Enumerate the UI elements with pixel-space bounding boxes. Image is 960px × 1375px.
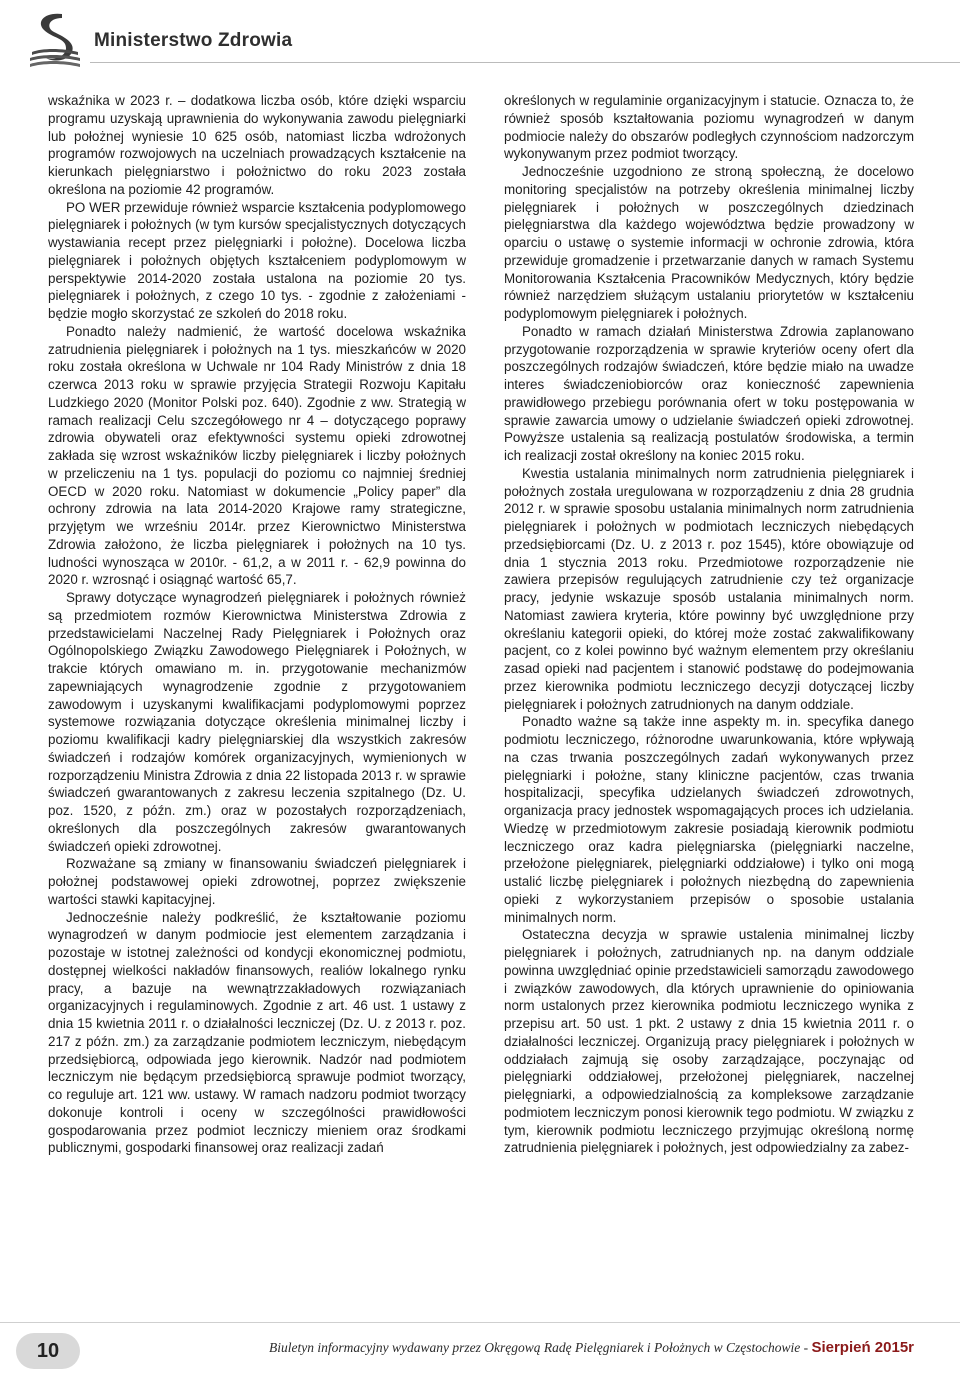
footer-divider (0, 1322, 960, 1323)
paragraph: Rozważane są zmiany w finansowaniu świadczeń pielęgniarek i położnej podstawowej opieki zdrowotnej, poprzez zwiększenie wartości stawki kapitacyjnej. (48, 856, 466, 907)
paragraph: określonych w regulaminie organizacyjnym i statucie. Oznacza to, że również sposób kształtowania poziomu wynagrodzeń w danym podmiocie należy do obszarów podległych czynnościom nadzorczym wykonywanym przez podmiot tworzący. (504, 93, 914, 162)
page-header (0, 0, 960, 80)
paragraph: Ponadto w ramach działań Ministerstwa Zdrowia zaplanowano przygotowanie rozporządzenia w sprawie kryteriów oceny ofert dla poszczególnych rodzajów świadczeń, które będzie miało na uwadze interes świadczeniobiorców oraz konieczność zapewnienia prawidłowego przebiegu porównania ofert w toku postępowania w sprawie zawarcia umowy o udzielanie świadczeń opieki zdrowotnej. Powyższe ustalenia są realizacją postulatów środowiska, a termin ich realizacji został określony na koniec 2015 roku. (504, 323, 914, 463)
header-divider (90, 62, 960, 63)
left-text-column (48, 92, 466, 1157)
footer-bulletin-text (269, 1339, 914, 1356)
page-number: 10 (36, 1339, 60, 1362)
organization-name: Ministerstwo Zdrowia (94, 30, 293, 51)
paragraph: Jednocześnie uzgodniono ze stroną społeczną, że docelowo monitoring specjalistów na potrzeby określenia minimalnej liczby pielęgniarek i położnych w poszczególnych dziedzinach pielęgniarstwa dla każdego województwa będzie prowadzony w oparciu o ustawę o systemie informacji w ochronie zdrowia, która przewiduje gromadzenie i przetwarzanie danych w ramach Systemu Monitorowania Kształcenia Pracowników Medycznych, który będzie również narzędziem służącym ustalaniu priorytetów w kształceniu podyplomowym pielęgniarek i położnych. (504, 164, 914, 321)
paragraph: PO WER przewiduje również wsparcie kształcenia podyplomowego pielęgniarek i położnych (w tym kursów specjalistycznych dotyczących wystawiania recept przez pielęgniarki i położne). Docelowa liczba pielęgniarek i położnych objętych kształceniem podyplomowym w perspektywie 2014-2020 została ustalona na poziomie 20 tys. pielęgniarek i położnych, z czego 10 tys. - zgodnie z założeniami - będzie mogło skorzystać ze szkoleń do 2018 roku. (48, 199, 466, 321)
issue-date: Sierpień 2015r (811, 1339, 914, 1356)
page-number-badge (16, 1333, 80, 1369)
paragraph: Ponadto ważne są także inne aspekty m. in. specyfika danego podmiotu leczniczego, różnorodne uwarunkowania, które wpływają na czas trwania poszczególnych zadań wykonywanych przez pielęgniarki i położne, stany kliniczne pacjentów, czas trwania hospitalizacji, specyfika udzielanych świadczeń zdrowotnych, organizacja pracy jednostek wspomagających proces ich udzielania. Wiedzę w przedmiotowym zakresie posiadają kierownik podmiotu leczniczego oraz kadra pielęgniarska (pielęgniarki naczelne, przełożone pielęgniarek, pielęgniarki oddziałowe) i tylko oni mogą ustalić liczbę pielęgniarek i położnych niezbędną do zapewnienia opieki z wykorzystaniem przepisów o sposobie ustalania minimalnych norm. (504, 714, 914, 925)
paragraph: Kwestia ustalania minimalnych norm zatrudnienia pielęgniarek i położnych została uregulowana w rozporządzeniu z dnia 28 grudnia 2012 r. w sprawie sposobu ustalania minimalnych norm zatrudnienia pielęgniarek i położnych w podmiotach leczniczych niebędących przedsiębiorcami (Dz. U. z 2013 r. poz 1545), które obowiązuje od dnia 1 stycznia 2013 roku. Przedmiotowe rozporządzenie nie zawiera przepisów regulujących zatrudnienie czy też organizacje pracy, jedynie wskazuje sposób ustalania minimalnych norm. Natomiast zawiera kryteria, które powinny być uwzględnione przy określaniu kategorii opieki, do której może zostać zakwalifikowany pacjent, co z kolei powinno być ważnym elementem przy określaniu zasad opieki nad pacjentem i stanowić podstawę do podejmowania przez kierownika podmiotu leczniczego decyzji dotyczącej liczby pielęgniarek i położnych zatrudnionych na danym oddziale. (504, 465, 914, 712)
paragraph: Jednocześnie należy podkreślić, że kształtowanie poziomu wynagrodzeń w danym podmiocie jest elementem zarządzania i pozostaje w istotnej zależności od kondycji ekonomicznej podmiotu, dostępnej wielkości nakładów finansowych, realiów lokalnego rynku pracy, a bazuje na wewnątrzzakładowych rozwiązaniach organizacyjnych i regulaminowych. Zgodnie z art. 46 ust. 1 ustawy z dnia 15 kwietnia 2011 r. o działalności leczniczej (Dz. U. z 2013 r. poz. 217 z późn. zm.) za zarządzanie podmiotem leczniczym, niebędącym przedsiębiorcą, odpowiada jego kierownik. Nadzór nad podmiotem leczniczym nie będącym przedsiębiorcą sprawuje podmiot tworzący, co reguluje art. 121 ww. ustawy. W ramach nadzoru podmiot tworzący dokonuje kontroli i oceny w szczególności prawidłowości gospodarowania przez podmiot leczniczy mieniem oraz środkami publicznymi, gospodarki finansowej oraz realizacji zadań (48, 909, 466, 1156)
paragraph: Sprawy dotyczące wynagrodzeń pielęgniarek i położnych również są przedmiotem rozmów Kierownictwa Ministerstwa Zdrowia z przedstawicielami Naczelnej Rady Pielęgniarek i Położnych oraz Ogólnopolskiego Związku Zawodowego Pielęgniarek i Położnych, w trakcie których omawiano m. in. przygotowanie mechanizmów zapewniających wynagrodzenie zgodnie z przygotowaniem zawodowym i uzyskanymi kwalifikacjami podyplomowymi poprzez systemowe rozwiązania dotyczące określenia minimalnej liczby i poziomu kwalifikacji kadry pielęgniarskiej dla wszystkich zakresów świadczeń i rodzajów komórek organizacyjnych, wymienionych w rozporządzeniu Ministra Zdrowia z dnia 22 listopada 2013 r. w sprawie świadczeń gwarantowanych z zakresu leczenia szpitalnego (Dz. U. poz. 1520, z późn. zm.) oraz w pozostałych rozporządzeniach, określonych dla poszczególnych zakresów gwarantowanych świadczeń opieki zdrowotnej. (48, 590, 466, 854)
paragraph: Ponadto należy nadmienić, że wartość docelowa wskaźnika zatrudnienia pielęgniarek i położnych na 1 tys. mieszkańców w 2020 roku została określona w Uchwale nr 104 Rady Ministrów z dnia 18 czerwca 2013 roku w sprawie przyjęcia Strategii Rozwoju Kapitału Ludzkiego 2020 (Monitor Polski poz. 640). Zgodnie z ww. Strategią w ramach realizacji Celu szczegółowego nr 4 – dotyczącego poprawy zdrowia obywateli oraz efektywności systemu opieki zdrowotnej zakłada się wzrost wskaźników liczby pielęgniarek i liczby położnych w przeliczeniu na 1 tys. populacji do poziomu co najmniej średniej OECD w 2020 roku. Natomiast w dokumencie „Policy paper” dla ochrony zdrowia na lata 2014-2020 Krajowe ramy strategiczne, przyjętym we wrześniu 2014r. przez Kierownictwo Ministerstwa Zdrowia założono, że liczba pielęgniarek i położnych na 10 tys. ludności wynosząca w 2010r. - 61,2, a w 2011 r. - 62,9 powinna do 2020 r. wzrosnąć i osiągnąć wartość 65,7. (48, 323, 466, 588)
right-text-column (504, 92, 914, 1157)
ministry-emblem-icon (22, 8, 86, 74)
bulletin-title: Biuletyn informacyjny wydawany przez Okręgową Radę Pielęgniarek i Położnych w Częstochowie - (269, 1340, 812, 1355)
paragraph: Ostateczna decyzja w sprawie ustalenia minimalnej liczby pielęgniarek i położnych, zatrudnianych np. na danym oddziale powinna uwzględniać opinie przedstawicieli samorządu zawodowego i związków zawodowych, dla których uprawnienie do opiniowania norm ustalonych przez kierownika podmiotu leczniczego wynika z przepisu art. 50 ust. 1 pkt. 2 ustawy z dnia 15 kwietnia 2011 r. o działalności leczniczej. Organizują pracy pielęgniarek i położnych w oddziałach zajmują się osoby zarządzające, poczynając od pielęgniarki oddziałowej, przełożonej pielęgniarek, naczelnej pielęgniarki, a odpowiedzialnością za kompleksowe zarządzanie podmiotem leczniczym ponosi kierownik tego podmiotu. W związku z tym, kierownik podmiotu leczniczego przyjmując określoną normę zatrudnienia pielęgniarek i położnych, jest odpowiedzialny za zabez- (504, 927, 914, 1156)
paragraph: wskaźnika w 2023 r. – dodatkowa liczba osób, które dzięki wsparciu programu uzyskają uprawnienia do wykonywania zawodu pielęgniarki lub położnej wyniesie 10 625 osób, natomiast liczba wdrożonych programów rozwojowych na uczelniach prowadzących kształcenie na kierunkach pielęgniarstwo i położnictwo do roku 2023 została określona na poziomie 42 programów. (48, 93, 466, 197)
